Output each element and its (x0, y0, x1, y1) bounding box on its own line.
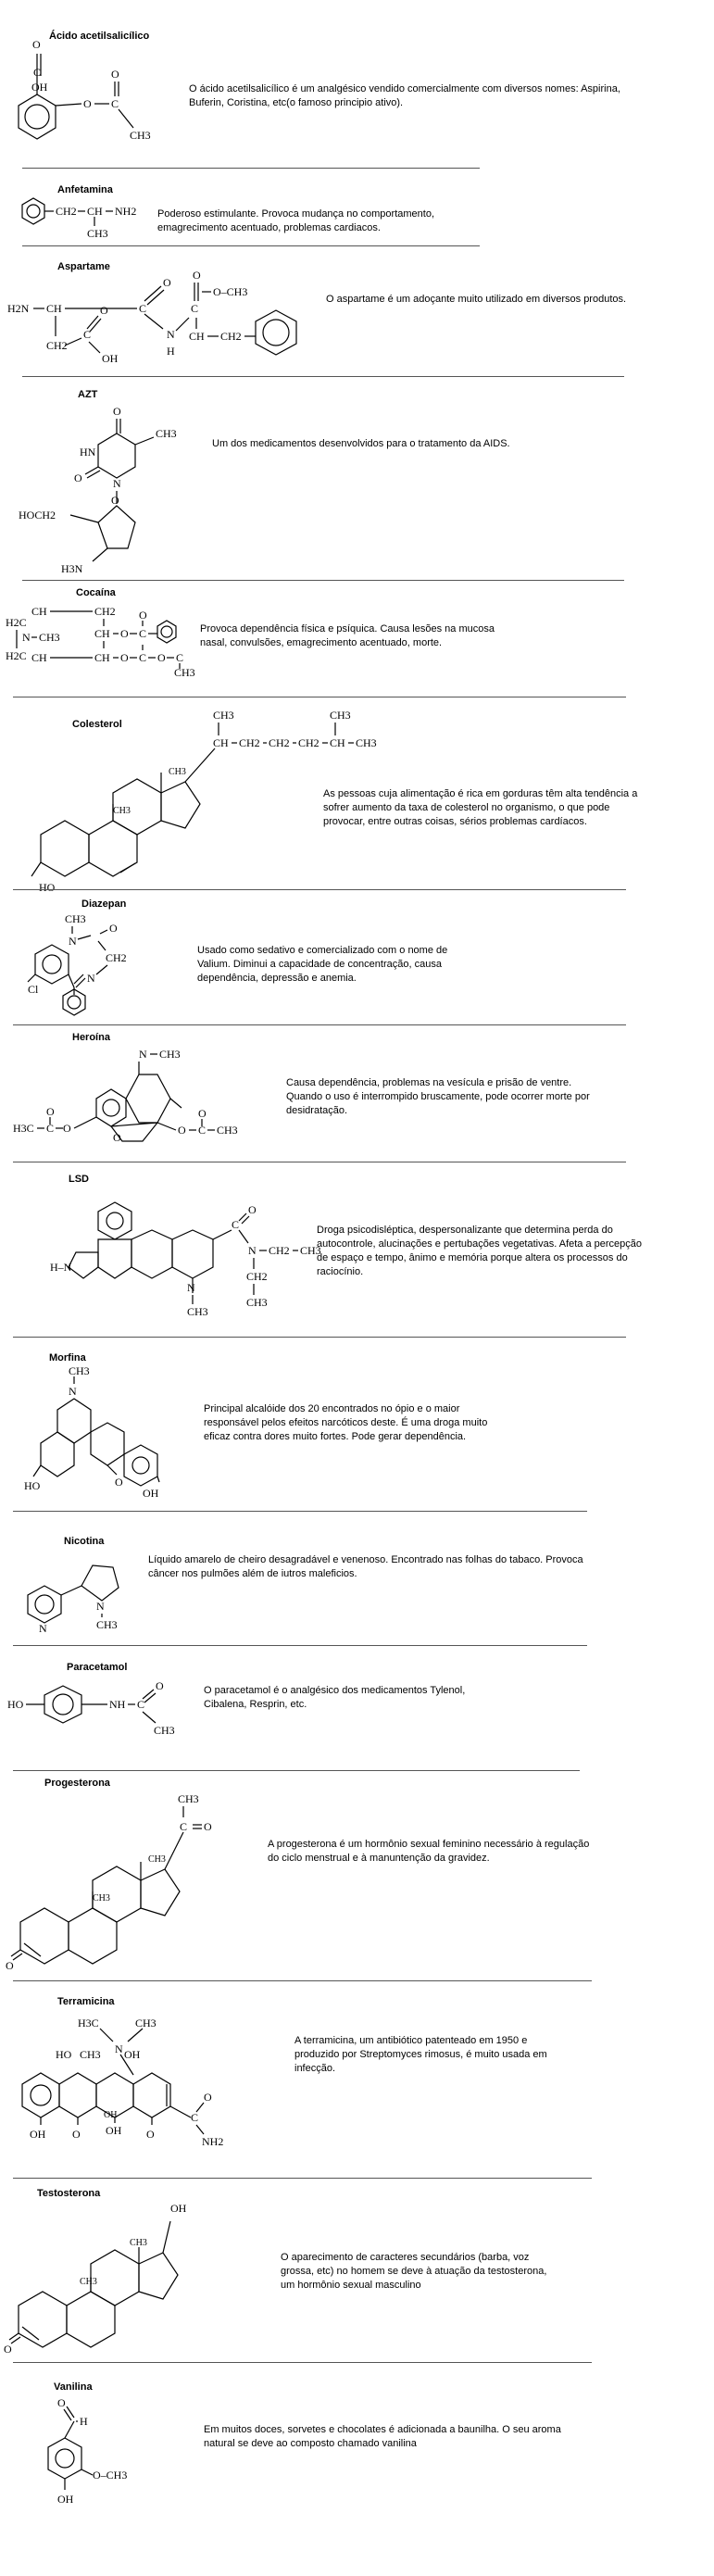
svg-text:CH2: CH2 (56, 205, 77, 218)
svg-text:H3C: H3C (13, 1122, 34, 1135)
svg-text:CH3: CH3 (80, 2277, 97, 2287)
svg-text:O: O (156, 1679, 164, 1692)
compound-description-aspartame: O aspartame é um adoçante muito utilizado em diversos produtos. (326, 294, 627, 305)
svg-text:O: O (139, 609, 147, 622)
svg-text:HO: HO (7, 1698, 24, 1711)
svg-text:C: C (46, 1122, 55, 1135)
svg-text:O: O (46, 1105, 55, 1118)
svg-text:CH2: CH2 (94, 605, 116, 618)
svg-text:CH3: CH3 (39, 631, 60, 644)
compound-title-azt: AZT (78, 389, 98, 400)
svg-text:N: N (167, 328, 175, 341)
svg-text:OH: OH (30, 2128, 46, 2141)
svg-text:OH: OH (143, 1487, 159, 1500)
svg-text:N: N (96, 1600, 105, 1613)
svg-text:CH: CH (87, 205, 103, 218)
svg-text:C: C (139, 651, 147, 664)
compound-title-nicotine: Nicotina (64, 1536, 105, 1547)
svg-text:CH3: CH3 (130, 129, 151, 142)
aspartame-structure (7, 227, 322, 380)
svg-text:O–CH3: O–CH3 (93, 2469, 128, 2482)
compound-title-amphetamine: Anfetamina (57, 184, 113, 195)
svg-text:O: O (111, 494, 119, 507)
svg-text:O–CH3: O–CH3 (213, 285, 248, 298)
svg-text:CH2: CH2 (269, 1244, 290, 1257)
svg-text:C: C (137, 1698, 145, 1711)
svg-text:N: N (248, 1244, 257, 1257)
svg-text:N: N (39, 1622, 47, 1635)
svg-text:H: H (167, 345, 175, 358)
svg-text:C: C (191, 302, 199, 315)
svg-text:CH3: CH3 (80, 2048, 101, 2061)
svg-text:CH: CH (46, 302, 62, 315)
lsd-structure (50, 1195, 319, 1334)
morphine-structure (20, 1362, 178, 1501)
svg-text:N: N (113, 477, 121, 490)
compound-title-aspartame: Aspartame (57, 261, 110, 272)
compound-description-terramycin: A terramicina, um antibiótico patenteado em 1950 e produzido por Streptomyces rimosus, é muito usada em infecção. (294, 2035, 547, 2074)
svg-text:NH: NH (109, 1698, 126, 1711)
svg-text:C: C (139, 627, 147, 640)
svg-text:H–N: H–N (50, 1261, 72, 1274)
compound-description-azt: Um dos medicamentos desenvolvidos para o tratamento da AIDS. (212, 438, 510, 449)
svg-text:CH2: CH2 (106, 951, 127, 964)
svg-text:OH: OH (124, 2048, 141, 2061)
svg-text:N: N (139, 1048, 147, 1061)
svg-text:O: O (100, 304, 108, 317)
azt-structure (15, 395, 200, 580)
svg-text:O: O (6, 1959, 14, 1972)
svg-text:CH3: CH3 (93, 1893, 110, 1904)
svg-text:CH3: CH3 (217, 1124, 238, 1137)
svg-text:CH2: CH2 (220, 330, 242, 343)
svg-text:O: O (111, 68, 119, 81)
svg-text:CH: CH (31, 651, 47, 664)
svg-text:CH3: CH3 (356, 736, 377, 749)
svg-text:CH3: CH3 (178, 1792, 199, 1805)
svg-text:CH3: CH3 (174, 666, 195, 679)
svg-text:HOCH2: HOCH2 (19, 509, 56, 521)
svg-text:C: C (139, 302, 147, 315)
svg-text:OH: OH (31, 81, 48, 94)
svg-text:N: N (69, 935, 77, 948)
svg-text:CH3: CH3 (213, 709, 234, 722)
section-divider (13, 1770, 580, 1771)
svg-text:N: N (87, 972, 95, 985)
compound-title-progesterone: Progesterona (44, 1778, 110, 1789)
svg-text:CH3: CH3 (246, 1296, 268, 1309)
svg-text:CH3: CH3 (187, 1305, 208, 1318)
section-divider (22, 168, 480, 169)
svg-text:OH: OH (102, 352, 119, 365)
section-divider (13, 1024, 626, 1025)
compound-title-lsd: LSD (69, 1174, 89, 1185)
svg-text:OH: OH (106, 2124, 122, 2137)
svg-text:NH2: NH2 (202, 2135, 224, 2148)
section-divider (13, 2362, 592, 2363)
svg-text:H2N: H2N (7, 302, 30, 315)
svg-text:CH: CH (330, 736, 345, 749)
svg-text:C: C (198, 1124, 207, 1137)
compound-description-paracetamol: O paracetamol é o analgésico dos medicamentos Tylenol, Cibalena, Resprin, etc. (204, 1685, 466, 1710)
svg-text:O: O (248, 1203, 257, 1216)
svg-text:CH2: CH2 (239, 736, 260, 749)
svg-text:CH3: CH3 (135, 2017, 157, 2029)
compound-description-lsd: Droga psicodisléptica, despersonalizante que determina perda do autocontrole, alucinações e pertubações vegetativas. Afeta a percepção de espaço e tempo, ânimo e memória porque altera os processos do raciocínio. (317, 1225, 643, 1277)
svg-text:H2C: H2C (6, 616, 27, 629)
svg-text:O: O (178, 1124, 186, 1137)
svg-text:CH: CH (94, 651, 110, 664)
svg-text:O: O (146, 2128, 155, 2141)
svg-text:C: C (232, 1218, 240, 1231)
svg-text:O: O (109, 922, 118, 935)
svg-text:C: C (176, 651, 184, 664)
svg-text:Cl: Cl (28, 983, 39, 996)
compound-title-heroin: Heroína (72, 1032, 110, 1043)
section-divider (13, 1645, 587, 1646)
section-divider (13, 1980, 592, 1981)
svg-text:C: C (83, 328, 92, 341)
progesterone-structure (7, 1780, 285, 1975)
svg-text:C: C (180, 1820, 188, 1833)
svg-text:HN: HN (80, 446, 96, 459)
svg-text:CH2: CH2 (246, 1270, 268, 1283)
svg-text:N: N (187, 1281, 195, 1294)
svg-text:CH3: CH3 (169, 767, 186, 777)
svg-text:O: O (74, 471, 82, 484)
terramycin-structure (9, 2008, 287, 2147)
svg-text:CH3: CH3 (96, 1618, 118, 1631)
vanillin-structure (41, 2394, 170, 2532)
cocaine-structure (4, 602, 198, 679)
svg-text:OH: OH (170, 2202, 187, 2215)
section-divider (13, 889, 626, 890)
svg-text:CH: CH (189, 330, 205, 343)
svg-text:OH: OH (57, 2493, 74, 2506)
svg-text:O: O (163, 276, 171, 289)
diazepam-structure (24, 910, 154, 1021)
svg-text:CH3: CH3 (154, 1724, 175, 1737)
svg-text:CH3: CH3 (159, 1048, 181, 1061)
svg-text:CH3: CH3 (69, 1364, 90, 1377)
svg-text:O: O (113, 1131, 121, 1144)
heroin-structure (13, 1037, 259, 1158)
compound-title-paracetamol: Paracetamol (67, 1662, 128, 1673)
svg-text:O: O (193, 269, 201, 282)
compound-description-morphine: Principal alcalóide dos 20 encontrados no ópio e o maior responsável pelos efeitos narcóticos deste. É uma droga muito eficaz contra dores muito fortes. Pode gerar dependência. (204, 1403, 488, 1442)
compound-title-vanillin: Vanilina (54, 2381, 93, 2393)
svg-text:CH2: CH2 (269, 736, 290, 749)
compound-title-diazepam: Diazepan (81, 898, 127, 910)
svg-text:O: O (113, 405, 121, 418)
compound-description-heroin: Causa dependência, problemas na vesícula e prisão de ventre. Quando o uso é interrompido bruscamente, pode ocorrer morte por desidratação. (286, 1077, 590, 1116)
svg-text:HO: HO (39, 881, 56, 894)
svg-text:O: O (63, 1122, 71, 1135)
svg-text:C: C (33, 66, 42, 79)
svg-text:O: O (72, 2128, 81, 2141)
compound-title-cocaine: Cocaína (76, 587, 116, 598)
compound-description-cholesterol: As pessoas cuja alimentação é rica em gorduras têm alta tendência a sofrer aumento da taxa de colesterol no organismo, o que pode provocar, entre outras coisas, sérios problemas cardíacos. (323, 788, 638, 827)
compound-title-aspirin: Ácido acetilsalicílico (49, 31, 150, 42)
svg-text:N: N (69, 1385, 77, 1398)
compound-title-cholesterol: Colesterol (72, 719, 122, 730)
svg-text:N: N (22, 631, 31, 644)
compound-description-progesterone: A progesterona é um hormônio sexual feminino necessário à regulação do ciclo menstrual e à manuntenção da gravidez. (268, 1839, 590, 1864)
compound-description-diazepam: Usado como sedativo e comercializado com o nome de Valium. Diminui a capacidade de concentração, causa dependência, depressão e anemia. (197, 945, 448, 984)
svg-text:CH3: CH3 (65, 912, 86, 925)
compound-title-terramycin: Terramicina (57, 1996, 115, 2007)
section-divider (13, 1337, 626, 1338)
svg-text:O: O (198, 1107, 207, 1120)
svg-text:CH3: CH3 (330, 709, 351, 722)
compound-description-amphetamine: Poderoso estimulante. Provoca mudança no comportamento, emagrecimento acentuado, problemas cardiacos. (157, 208, 434, 233)
svg-text:H2C: H2C (6, 649, 27, 662)
compound-description-aspirin: O ácido acetilsalicílico é um analgésico vendido comercialmente com diversos nomes: Aspirina, Buferin, Coristina, etc(o famoso principio ativo). (189, 83, 620, 108)
svg-text:H3N: H3N (61, 562, 83, 575)
svg-text:N: N (115, 2042, 123, 2055)
svg-text:O: O (32, 38, 41, 51)
compound-title-testosterone: Testosterona (37, 2188, 101, 2199)
svg-text:O: O (57, 2396, 66, 2409)
svg-text:O: O (83, 97, 92, 110)
paracetamol-structure (6, 1673, 182, 1738)
svg-text:CH2: CH2 (46, 339, 68, 352)
svg-text:HO: HO (56, 2048, 72, 2061)
svg-text:CH3: CH3 (156, 427, 177, 440)
compound-description-vanillin: Em muitos doces, sorvetes e chocolates é adicionada a baunilha. O seu aroma natural se deve ao composto chamado vanilina (204, 2424, 561, 2449)
svg-text:CH3: CH3 (130, 2238, 147, 2248)
svg-text:O: O (157, 651, 166, 664)
svg-text:C: C (111, 97, 119, 110)
svg-text:CH3: CH3 (148, 1854, 166, 1865)
svg-text:CH2: CH2 (298, 736, 319, 749)
compound-description-testosterone: O aparecimento de caracteres secundários (barba, voz grossa, etc) no homem se deve à atuação da testosterona, um hormônio sexual masculino (281, 2252, 547, 2291)
section-divider (22, 580, 624, 581)
svg-text:CH3: CH3 (87, 227, 108, 240)
svg-text:O: O (115, 1476, 123, 1489)
svg-text:H: H (80, 2415, 88, 2428)
svg-text:CH: CH (94, 627, 110, 640)
svg-text:CH3: CH3 (300, 1244, 321, 1257)
svg-text:HO: HO (24, 1479, 41, 1492)
svg-text:O: O (120, 627, 129, 640)
svg-text:O: O (204, 2091, 212, 2104)
nicotine-structure (13, 1549, 143, 1635)
section-divider (13, 2178, 592, 2179)
section-divider (13, 1511, 587, 1512)
compound-description-nicotine: Líquido amarelo de cheiro desagradável e venenoso. Encontrado nas folhas do tabaco. Provoca câncer nos pulmões além de iutros maleficios. (148, 1554, 583, 1579)
svg-text:OH: OH (104, 2110, 118, 2120)
compound-description-cocaine: Provoca dependência física e psíquica. Causa lesões na mucosa nasal, convulsões, emagrecimento acentuado, morte. (200, 623, 495, 648)
svg-text:CH3: CH3 (113, 806, 131, 816)
aspirin-structure (9, 37, 176, 157)
svg-text:C: C (191, 2111, 199, 2124)
svg-text:O: O (204, 1820, 212, 1833)
svg-text:CH: CH (213, 736, 229, 749)
svg-text:O: O (120, 651, 129, 664)
compound-title-morphine: Morfina (49, 1352, 86, 1363)
testosterone-structure (6, 2192, 246, 2358)
svg-text:H3C: H3C (78, 2017, 99, 2029)
svg-text:CH: CH (31, 605, 47, 618)
svg-text:NH2: NH2 (115, 205, 137, 218)
svg-text:O: O (4, 2343, 12, 2356)
section-divider (22, 376, 624, 377)
